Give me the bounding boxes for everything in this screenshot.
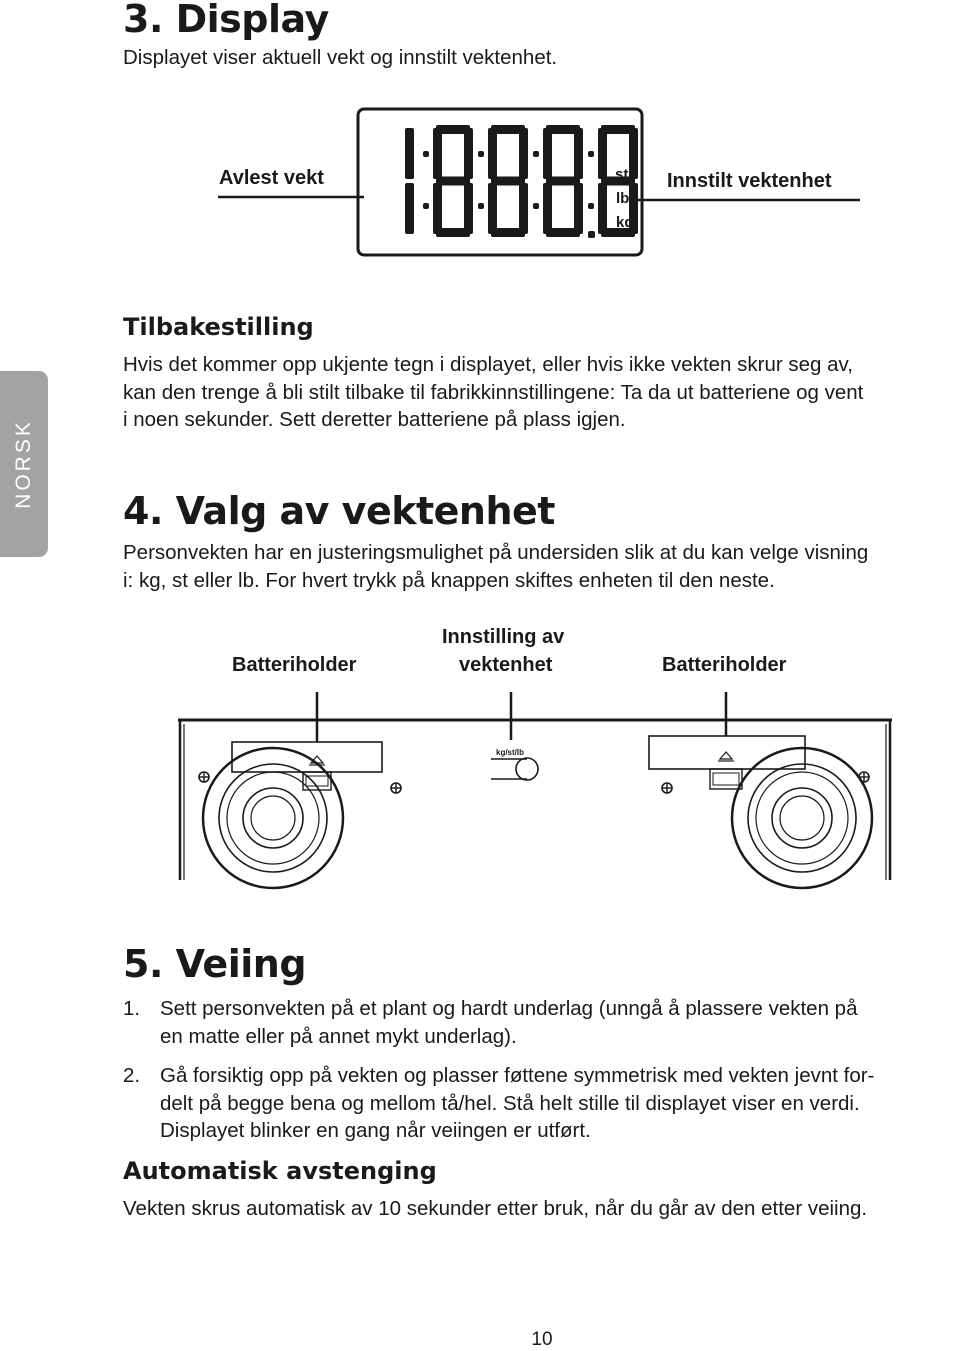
autooff-text: Vekten skrus automatisk av 10 sekunder etter bruk, når du går av den etter veiing. [123, 1197, 868, 1220]
lcd-dot [423, 151, 429, 157]
section-3-intro: Displayet viser aktuell vekt og innstilt vektenhet. [123, 46, 558, 69]
list-item [123, 995, 953, 1055]
list-item-number: 1. [123, 997, 141, 1020]
scale-underside-illustration [170, 680, 900, 890]
lcd-segment [405, 183, 414, 234]
lcd-decimal-point [588, 231, 595, 238]
lcd-segment [574, 128, 583, 179]
section-5-title: 5. Veiing [123, 942, 307, 986]
lcd-digits [405, 125, 638, 238]
lcd-segment [433, 128, 442, 179]
lcd-dot [478, 151, 484, 157]
right-battery-label: Batteriholder [662, 654, 787, 676]
unit-setting-label-line-1: Innstilling av [442, 626, 565, 648]
lcd-dot [423, 203, 429, 209]
lcd-segment [629, 128, 638, 179]
list-item-text [160, 1062, 874, 1145]
reset-heading: Tilbakestilling [123, 313, 314, 341]
lcd-segment [405, 128, 414, 179]
reset-paragraph [123, 351, 863, 434]
lcd-dot [533, 203, 539, 209]
lcd-segment [574, 183, 583, 234]
section-4-paragraph [123, 539, 868, 594]
lcd-segment [436, 177, 470, 186]
reset-line-2: kan den trenge å bli stilt tilbake til fabrikkinnstillingene: Ta da ut batteriene og vent [123, 380, 864, 404]
lcd-segment [543, 128, 552, 179]
list-item-number: 2. [123, 1064, 141, 1087]
lcd-segment [519, 128, 528, 179]
lcd-segment [488, 183, 497, 234]
lcd-segment [598, 128, 607, 179]
list-item-line: en matte eller på annet mykt underlag). [160, 1024, 517, 1048]
scale-underside-figure [170, 680, 900, 890]
lcd-segment [543, 183, 552, 234]
list-item-line: Gå forsiktig opp på vekten og plasser føttene symmetrisk med vekten jevnt for- [160, 1064, 875, 1087]
list-item-text [160, 995, 857, 1050]
display-right-label: Innstilt vektenhet [667, 170, 832, 192]
lcd-dot [533, 151, 539, 157]
lcd-segment [519, 183, 528, 234]
lcd-segment [464, 128, 473, 179]
switch-label: kg/st/lb [496, 748, 525, 757]
language-tab-label: NORSK [12, 419, 35, 509]
reset-line-1: Hvis det kommer opp ukjente tegn i displayet, eller hvis ikke vekten skrur seg av, [123, 353, 853, 376]
unit-kg: kg [616, 214, 634, 231]
lcd-segment [598, 183, 607, 234]
left-battery-label: Batteriholder [232, 654, 357, 676]
section-4-line-1: Personvekten har en justeringsmulighet på undersiden slik at du kan velge visning [123, 541, 869, 564]
section-4-title: 4. Valg av vektenhet [123, 489, 555, 533]
lcd-dot [588, 203, 594, 209]
display-figure [216, 105, 866, 265]
lcd-dot [588, 151, 594, 157]
list-item-line: Displayet blinker en gang når veiingen er utført. [160, 1119, 591, 1142]
list-item-line: delt på begge bena og mellom tå/hel. Stå helt stille til displayet viser en verdi. [160, 1091, 860, 1115]
list-item [123, 1062, 953, 1152]
unit-st: st [615, 166, 629, 183]
lcd-segment [491, 177, 525, 186]
section-3-title: 3. Display [123, 0, 329, 41]
reset-line-3: i noen sekunder. Sett deretter batteriene på plass igjen. [123, 408, 626, 431]
list-item-line: Sett personvekten på et plant og hardt underlag (unngå å plassere vekten på [160, 997, 858, 1020]
lcd-dot [478, 203, 484, 209]
display-left-label: Avlest vekt [219, 167, 324, 189]
autooff-heading: Automatisk avstenging [123, 1157, 437, 1185]
lcd-segment [464, 183, 473, 234]
language-tab [0, 371, 48, 557]
section-4-line-2: i: kg, st eller lb. For hvert trykk på knappen skiftes enheten til den neste. [123, 568, 775, 592]
lcd-segment [433, 183, 442, 234]
unit-lb: lb [616, 190, 630, 207]
lcd-segment [488, 128, 497, 179]
unit-setting-label-line-2: vektenhet [459, 654, 553, 676]
lcd-segment [546, 177, 580, 186]
page-number: 10 [531, 1329, 553, 1350]
